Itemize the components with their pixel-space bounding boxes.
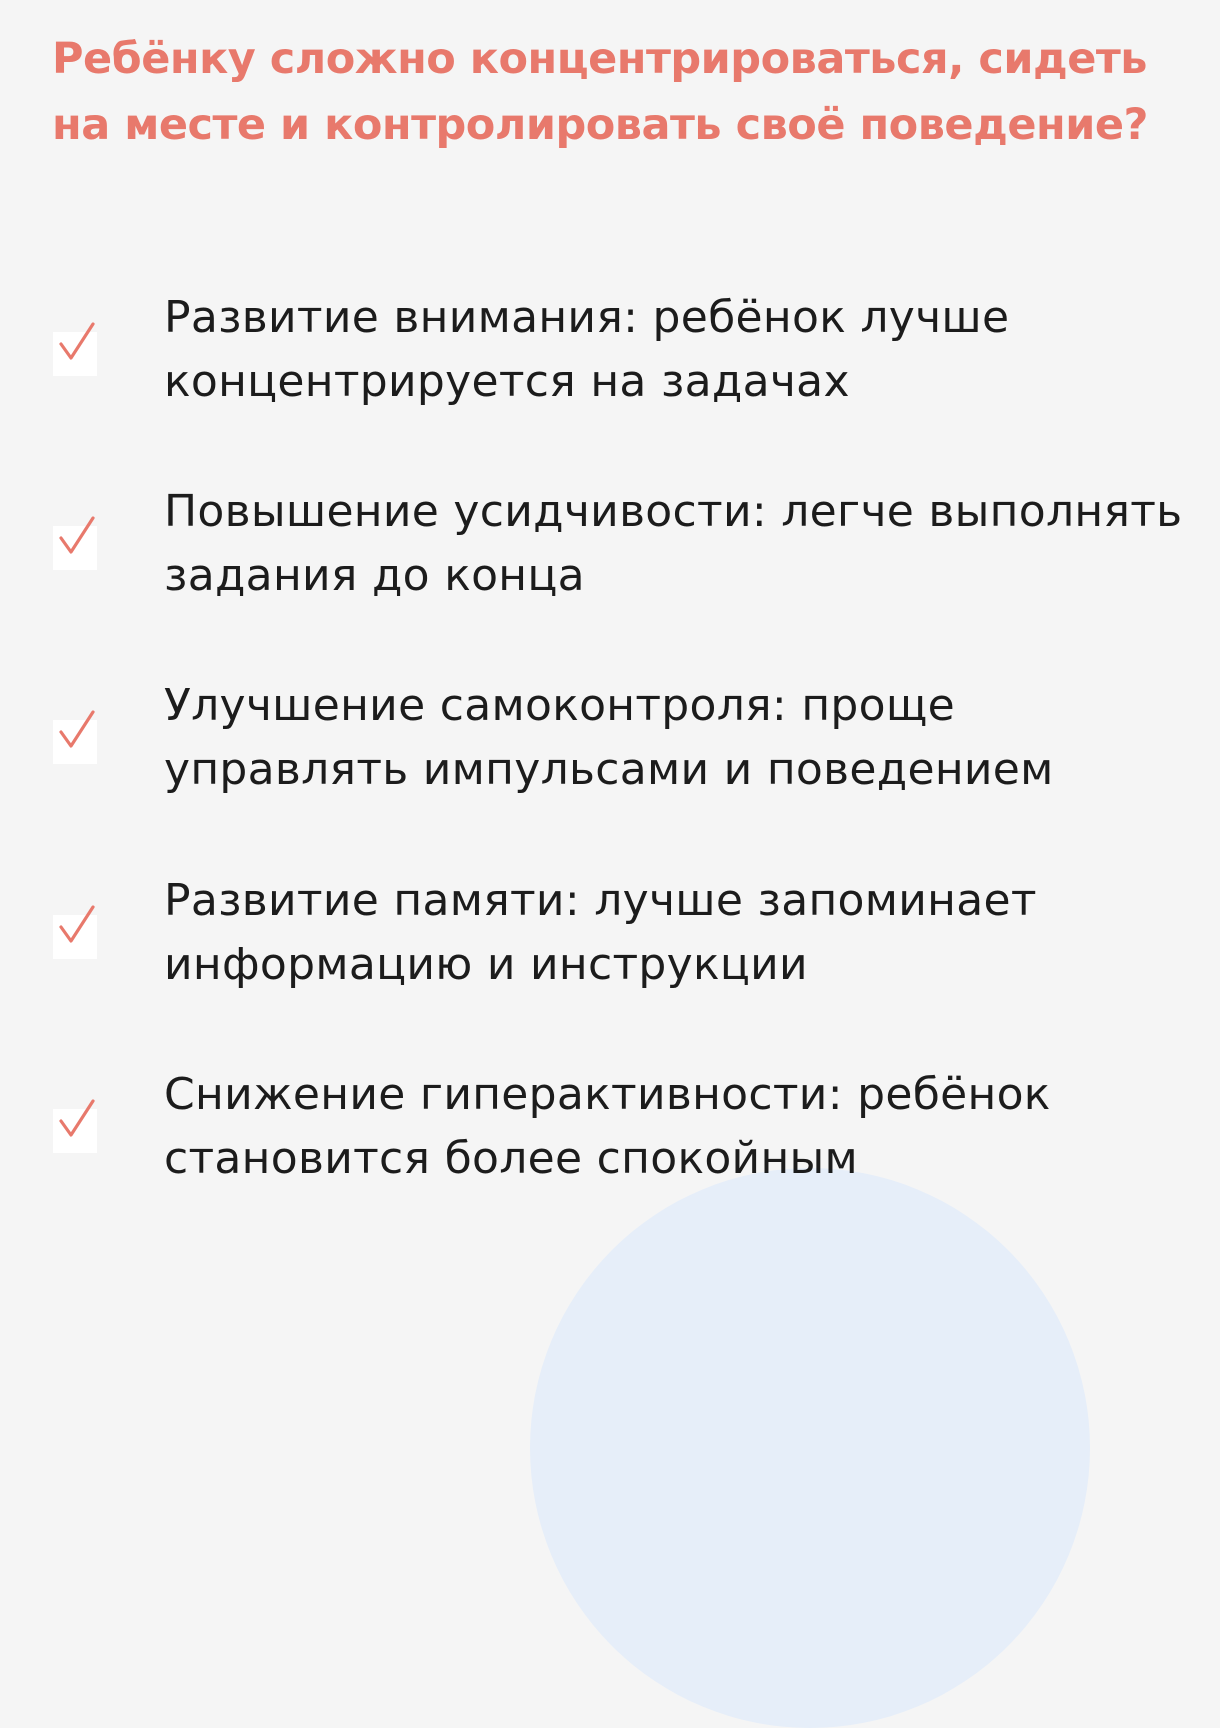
list-item-text: Снижение гиперактивности: ребёнок становится более спокойным [164,1069,1051,1184]
page-title: Ребёнку сложно концентрироваться, сидеть на месте и контролировать своё поведение? [52,34,1148,150]
list-item-text: Повышение усидчивости: легче выполнять задания до конца [164,486,1183,601]
list-item-text: Улучшение самоконтроля: проще управлять импульсами и поведением [164,680,1054,795]
list-item [0,1065,1220,1195]
checkmark-icon [53,915,97,959]
checkmark-icon [53,720,97,764]
list-item [0,676,1220,806]
list-item [0,871,1220,1001]
list-item-text: Развитие внимания: ребёнок лучше концентрируется на задачах [164,292,1010,407]
background-circle [530,1168,1090,1728]
checkmark-icon [53,526,97,570]
list-item [0,482,1220,612]
list-item-text: Развитие памяти: лучше запоминает информацию и инструкции [164,875,1037,990]
checkmark-icon [53,332,97,376]
list-item [0,288,1220,418]
checkmark-icon [53,1109,97,1153]
